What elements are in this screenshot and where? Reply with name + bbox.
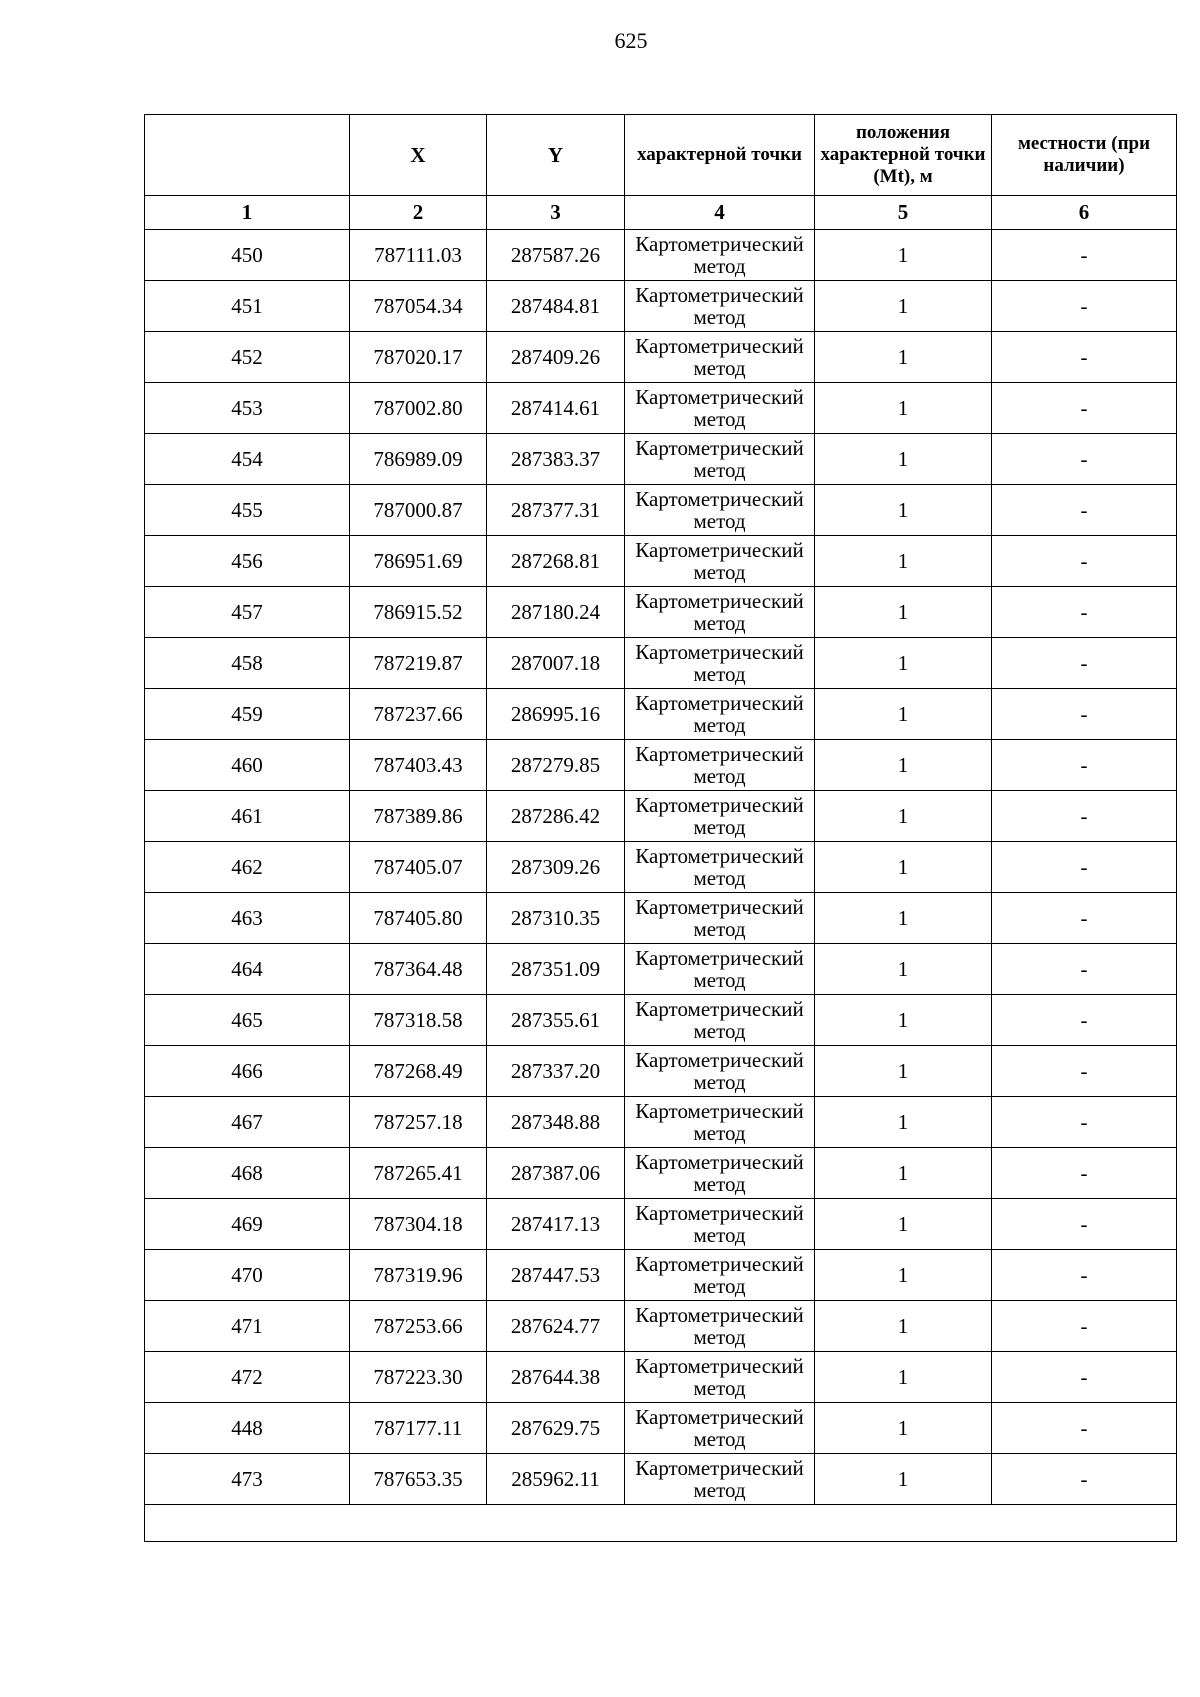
method-cell: Картометрический метод xyxy=(625,842,815,893)
method-cell: Картометрический метод xyxy=(625,1199,815,1250)
column-number: 2 xyxy=(350,196,487,230)
table-row xyxy=(145,689,1177,740)
y-coordinate-cell: 287337.20 xyxy=(487,1046,625,1097)
header-cell-1 xyxy=(145,115,350,196)
y-coordinate-cell: 287414.61 xyxy=(487,383,625,434)
table-row xyxy=(145,740,1177,791)
table-row xyxy=(145,332,1177,383)
point-number-cell: 469 xyxy=(145,1199,350,1250)
accuracy-cell: 1 xyxy=(815,893,992,944)
point-number-cell: 458 xyxy=(145,638,350,689)
header-cell-point: характерной точки xyxy=(625,115,815,196)
y-coordinate-cell: 287644.38 xyxy=(487,1352,625,1403)
accuracy-cell: 1 xyxy=(815,383,992,434)
x-coordinate-cell: 787405.80 xyxy=(350,893,487,944)
x-coordinate-cell: 787318.58 xyxy=(350,995,487,1046)
point-number-cell: 461 xyxy=(145,791,350,842)
terrain-description-cell: - xyxy=(992,383,1177,434)
header-cell-accuracy: положения характерной точки (Mt), м xyxy=(815,115,992,196)
method-cell: Картометрический метод xyxy=(625,689,815,740)
method-cell: Картометрический метод xyxy=(625,281,815,332)
x-coordinate-cell: 787219.87 xyxy=(350,638,487,689)
table-row xyxy=(145,1097,1177,1148)
method-cell: Картометрический метод xyxy=(625,1403,815,1454)
y-coordinate-cell: 287286.42 xyxy=(487,791,625,842)
x-coordinate-cell: 787054.34 xyxy=(350,281,487,332)
y-coordinate-cell: 287484.81 xyxy=(487,281,625,332)
empty-cell xyxy=(145,1505,1177,1542)
method-cell: Картометрический метод xyxy=(625,383,815,434)
terrain-description-cell: - xyxy=(992,230,1177,281)
table-row xyxy=(145,1352,1177,1403)
empty-footer-row xyxy=(145,1505,1177,1542)
table-row xyxy=(145,638,1177,689)
table-row xyxy=(145,1250,1177,1301)
point-number-cell: 471 xyxy=(145,1301,350,1352)
method-cell: Картометрический метод xyxy=(625,1301,815,1352)
table-row xyxy=(145,536,1177,587)
accuracy-cell: 1 xyxy=(815,842,992,893)
table-body xyxy=(145,230,1177,1505)
table-row xyxy=(145,1403,1177,1454)
table-row xyxy=(145,1454,1177,1505)
table-row xyxy=(145,791,1177,842)
column-number: 3 xyxy=(487,196,625,230)
y-coordinate-cell: 287348.88 xyxy=(487,1097,625,1148)
column-number: 5 xyxy=(815,196,992,230)
terrain-description-cell: - xyxy=(992,434,1177,485)
y-coordinate-cell: 287310.35 xyxy=(487,893,625,944)
table-row xyxy=(145,1046,1177,1097)
method-cell: Картометрический метод xyxy=(625,332,815,383)
point-number-cell: 466 xyxy=(145,1046,350,1097)
point-number-cell: 452 xyxy=(145,332,350,383)
method-cell: Картометрический метод xyxy=(625,485,815,536)
point-number-cell: 448 xyxy=(145,1403,350,1454)
accuracy-cell: 1 xyxy=(815,1199,992,1250)
table-row xyxy=(145,383,1177,434)
terrain-description-cell: - xyxy=(992,1148,1177,1199)
terrain-description-cell: - xyxy=(992,536,1177,587)
accuracy-cell: 1 xyxy=(815,434,992,485)
x-coordinate-cell: 787000.87 xyxy=(350,485,487,536)
method-cell: Картометрический метод xyxy=(625,230,815,281)
x-coordinate-cell: 786915.52 xyxy=(350,587,487,638)
point-number-cell: 451 xyxy=(145,281,350,332)
table-row xyxy=(145,1199,1177,1250)
accuracy-cell: 1 xyxy=(815,332,992,383)
terrain-description-cell: - xyxy=(992,1046,1177,1097)
y-coordinate-cell: 287409.26 xyxy=(487,332,625,383)
x-coordinate-cell: 787237.66 xyxy=(350,689,487,740)
table-row xyxy=(145,230,1177,281)
accuracy-cell: 1 xyxy=(815,689,992,740)
accuracy-cell: 1 xyxy=(815,995,992,1046)
column-number-row xyxy=(145,196,1177,230)
column-number: 6 xyxy=(992,196,1177,230)
point-number-cell: 454 xyxy=(145,434,350,485)
point-number-cell: 457 xyxy=(145,587,350,638)
point-number-cell: 465 xyxy=(145,995,350,1046)
point-number-cell: 453 xyxy=(145,383,350,434)
accuracy-cell: 1 xyxy=(815,944,992,995)
header-cell-terrain: местности (при наличии) xyxy=(992,115,1177,196)
terrain-description-cell: - xyxy=(992,1199,1177,1250)
terrain-description-cell: - xyxy=(992,1352,1177,1403)
accuracy-cell: 1 xyxy=(815,1046,992,1097)
x-coordinate-cell: 787257.18 xyxy=(350,1097,487,1148)
table-row xyxy=(145,1301,1177,1352)
point-number-cell: 460 xyxy=(145,740,350,791)
terrain-description-cell: - xyxy=(992,995,1177,1046)
accuracy-cell: 1 xyxy=(815,638,992,689)
y-coordinate-cell: 287279.85 xyxy=(487,740,625,791)
x-coordinate-cell: 787265.41 xyxy=(350,1148,487,1199)
table-row xyxy=(145,434,1177,485)
y-coordinate-cell: 287355.61 xyxy=(487,995,625,1046)
point-number-cell: 462 xyxy=(145,842,350,893)
point-number-cell: 472 xyxy=(145,1352,350,1403)
accuracy-cell: 1 xyxy=(815,1454,992,1505)
x-coordinate-cell: 787177.11 xyxy=(350,1403,487,1454)
method-cell: Картометрический метод xyxy=(625,434,815,485)
x-coordinate-cell: 787002.80 xyxy=(350,383,487,434)
x-coordinate-cell: 787304.18 xyxy=(350,1199,487,1250)
point-number-cell: 459 xyxy=(145,689,350,740)
point-number-cell: 470 xyxy=(145,1250,350,1301)
table-row xyxy=(145,944,1177,995)
column-number: 4 xyxy=(625,196,815,230)
table-row xyxy=(145,1148,1177,1199)
x-coordinate-cell: 787653.35 xyxy=(350,1454,487,1505)
method-cell: Картометрический метод xyxy=(625,944,815,995)
terrain-description-cell: - xyxy=(992,842,1177,893)
accuracy-cell: 1 xyxy=(815,1250,992,1301)
x-coordinate-cell: 787253.66 xyxy=(350,1301,487,1352)
terrain-description-cell: - xyxy=(992,485,1177,536)
method-cell: Картометрический метод xyxy=(625,638,815,689)
terrain-description-cell: - xyxy=(992,689,1177,740)
terrain-description-cell: - xyxy=(992,1301,1177,1352)
method-cell: Картометрический метод xyxy=(625,1097,815,1148)
x-coordinate-cell: 787405.07 xyxy=(350,842,487,893)
y-coordinate-cell: 287309.26 xyxy=(487,842,625,893)
point-number-cell: 467 xyxy=(145,1097,350,1148)
y-coordinate-cell: 287624.77 xyxy=(487,1301,625,1352)
page-number: 625 xyxy=(614,28,648,53)
y-coordinate-cell: 287377.31 xyxy=(487,485,625,536)
header-row xyxy=(145,115,1177,196)
point-number-cell: 463 xyxy=(145,893,350,944)
accuracy-cell: 1 xyxy=(815,1403,992,1454)
accuracy-cell: 1 xyxy=(815,485,992,536)
y-coordinate-cell: 287447.53 xyxy=(487,1250,625,1301)
column-number: 1 xyxy=(145,196,350,230)
table-row xyxy=(145,485,1177,536)
y-coordinate-cell: 286995.16 xyxy=(487,689,625,740)
y-coordinate-cell: 287387.06 xyxy=(487,1148,625,1199)
terrain-description-cell: - xyxy=(992,281,1177,332)
terrain-description-cell: - xyxy=(992,791,1177,842)
y-coordinate-cell: 287007.18 xyxy=(487,638,625,689)
accuracy-cell: 1 xyxy=(815,1148,992,1199)
method-cell: Картометрический метод xyxy=(625,893,815,944)
terrain-description-cell: - xyxy=(992,1097,1177,1148)
x-coordinate-cell: 787020.17 xyxy=(350,332,487,383)
accuracy-cell: 1 xyxy=(815,230,992,281)
table-row xyxy=(145,587,1177,638)
accuracy-cell: 1 xyxy=(815,536,992,587)
point-number-cell: 468 xyxy=(145,1148,350,1199)
accuracy-cell: 1 xyxy=(815,1352,992,1403)
coordinates-table xyxy=(144,114,1177,1542)
table-row xyxy=(145,281,1177,332)
accuracy-cell: 1 xyxy=(815,1097,992,1148)
accuracy-cell: 1 xyxy=(815,587,992,638)
accuracy-cell: 1 xyxy=(815,281,992,332)
x-coordinate-cell: 786951.69 xyxy=(350,536,487,587)
point-number-cell: 450 xyxy=(145,230,350,281)
terrain-description-cell: - xyxy=(992,587,1177,638)
x-coordinate-cell: 786989.09 xyxy=(350,434,487,485)
y-coordinate-cell: 287587.26 xyxy=(487,230,625,281)
accuracy-cell: 1 xyxy=(815,791,992,842)
method-cell: Картометрический метод xyxy=(625,587,815,638)
table-row xyxy=(145,893,1177,944)
y-coordinate-cell: 287417.13 xyxy=(487,1199,625,1250)
method-cell: Картометрический метод xyxy=(625,1148,815,1199)
x-coordinate-cell: 787319.96 xyxy=(350,1250,487,1301)
method-cell: Картометрический метод xyxy=(625,1454,815,1505)
terrain-description-cell: - xyxy=(992,1403,1177,1454)
x-coordinate-cell: 787268.49 xyxy=(350,1046,487,1097)
x-coordinate-cell: 787364.48 xyxy=(350,944,487,995)
terrain-description-cell: - xyxy=(992,740,1177,791)
x-coordinate-cell: 787389.86 xyxy=(350,791,487,842)
method-cell: Картометрический метод xyxy=(625,536,815,587)
method-cell: Картометрический метод xyxy=(625,740,815,791)
header-cell-y: Y xyxy=(487,115,625,196)
x-coordinate-cell: 787111.03 xyxy=(350,230,487,281)
method-cell: Картометрический метод xyxy=(625,995,815,1046)
y-coordinate-cell: 287629.75 xyxy=(487,1403,625,1454)
y-coordinate-cell: 287383.37 xyxy=(487,434,625,485)
point-number-cell: 455 xyxy=(145,485,350,536)
method-cell: Картометрический метод xyxy=(625,791,815,842)
y-coordinate-cell: 285962.11 xyxy=(487,1454,625,1505)
terrain-description-cell: - xyxy=(992,944,1177,995)
y-coordinate-cell: 287180.24 xyxy=(487,587,625,638)
point-number-cell: 473 xyxy=(145,1454,350,1505)
table-row xyxy=(145,995,1177,1046)
point-number-cell: 456 xyxy=(145,536,350,587)
terrain-description-cell: - xyxy=(992,1250,1177,1301)
method-cell: Картометрический метод xyxy=(625,1046,815,1097)
header-cell-x: X xyxy=(350,115,487,196)
terrain-description-cell: - xyxy=(992,638,1177,689)
y-coordinate-cell: 287268.81 xyxy=(487,536,625,587)
point-number-cell: 464 xyxy=(145,944,350,995)
terrain-description-cell: - xyxy=(992,893,1177,944)
method-cell: Картометрический метод xyxy=(625,1250,815,1301)
x-coordinate-cell: 787403.43 xyxy=(350,740,487,791)
y-coordinate-cell: 287351.09 xyxy=(487,944,625,995)
terrain-description-cell: - xyxy=(992,332,1177,383)
terrain-description-cell: - xyxy=(992,1454,1177,1505)
x-coordinate-cell: 787223.30 xyxy=(350,1352,487,1403)
accuracy-cell: 1 xyxy=(815,1301,992,1352)
accuracy-cell: 1 xyxy=(815,740,992,791)
method-cell: Картометрический метод xyxy=(625,1352,815,1403)
table-row xyxy=(145,842,1177,893)
